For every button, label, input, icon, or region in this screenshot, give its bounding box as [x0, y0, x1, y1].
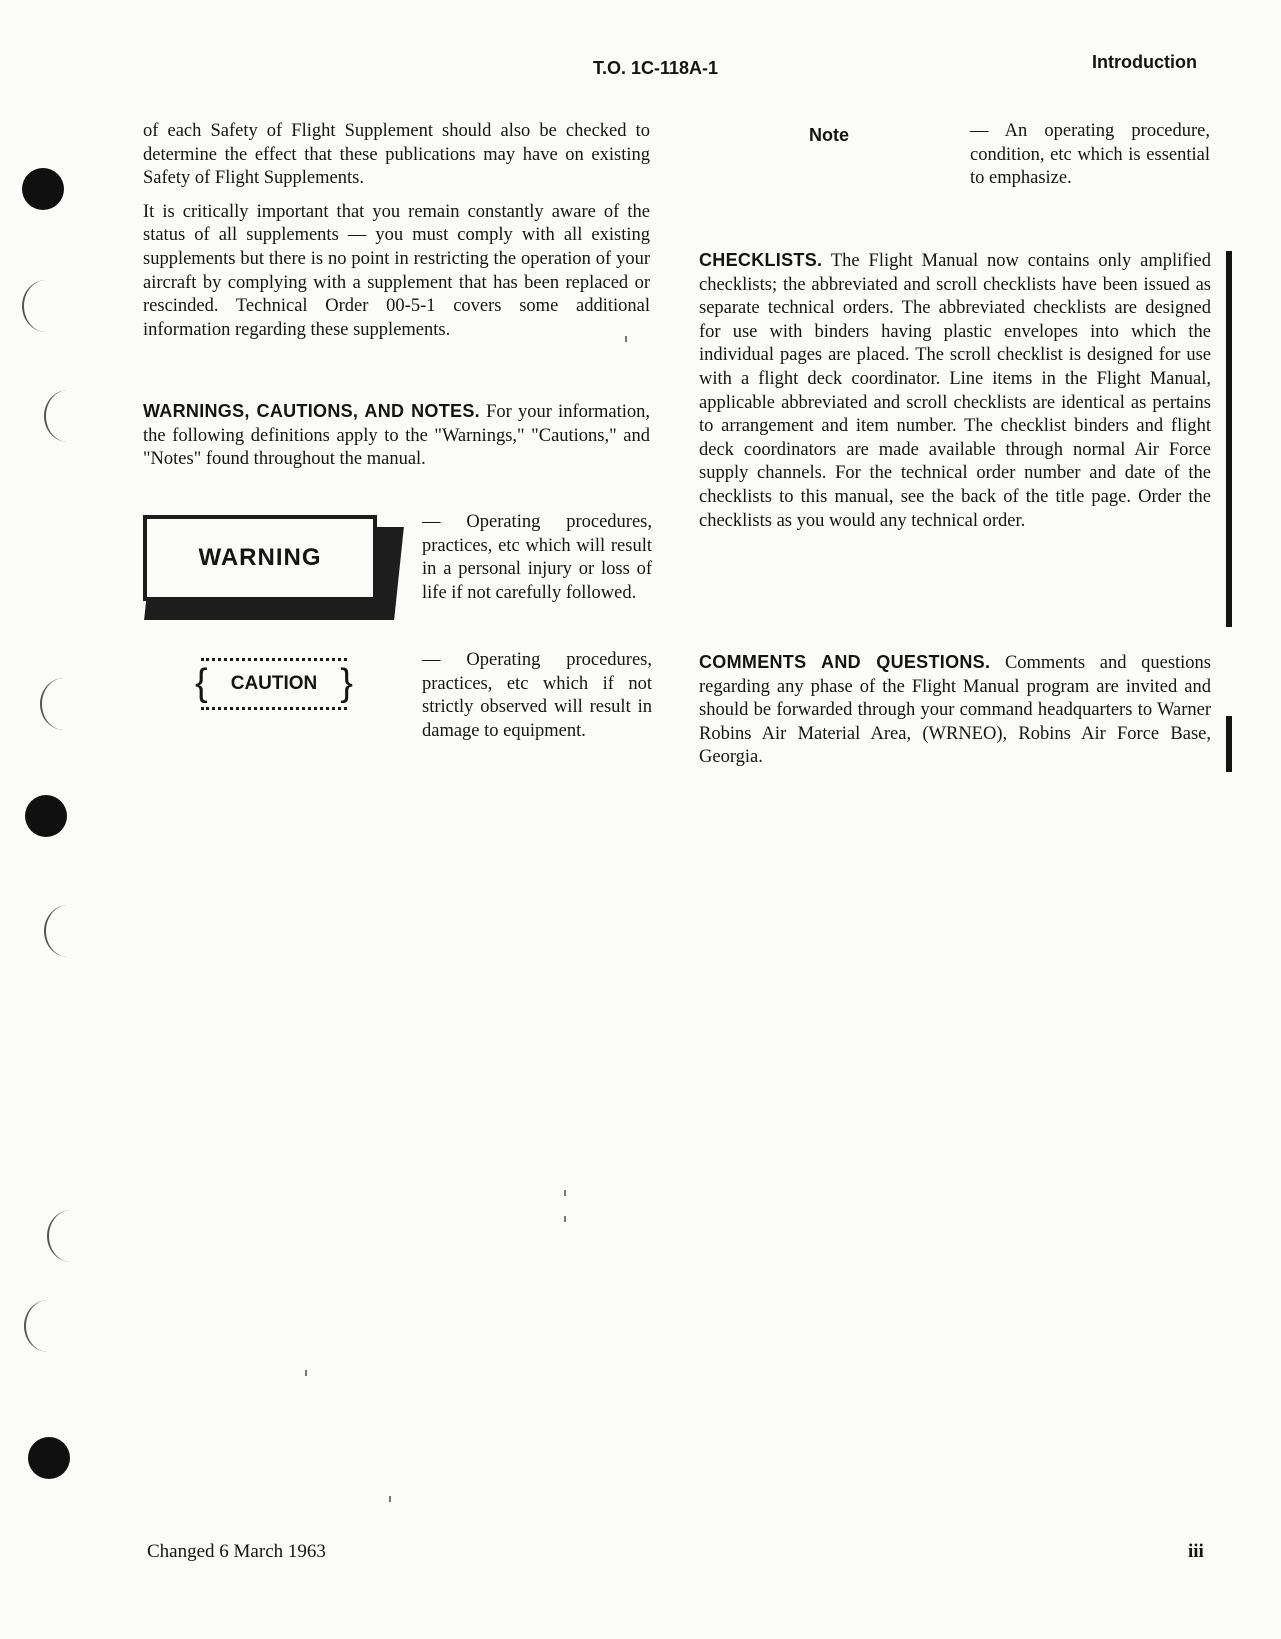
- caution-definition: — Operating procedures, practices, etc which if not strictly observed will result in damage to equipment.: [422, 650, 652, 741]
- binder-hole-outline: [44, 390, 92, 442]
- warning-label: WARNING: [143, 515, 377, 601]
- binder-hole: [22, 168, 64, 210]
- comments-body: Comments and questions regarding any phase of the Flight Manual program are invited and should be forwarded through your command headquarters to Warner Robins Air Material Area, (WRNEO), Robins Air Force Base, Georgia.: [699, 653, 1211, 768]
- binder-hole-outline: [47, 1210, 95, 1262]
- scan-speck: [564, 1216, 566, 1222]
- checklists-heading: CHECKLISTS.: [699, 250, 823, 270]
- caution-label: { CAUTION }: [201, 658, 347, 710]
- change-date: Changed 6 March 1963: [147, 1541, 326, 1562]
- warnings-body: For your information, the following definitions apply to the "Warnings," "Cautions," and "Notes" found throughout the manual.: [143, 402, 651, 470]
- comments-section: [699, 651, 1211, 780]
- binder-hole-outline: [22, 280, 70, 332]
- binder-hole: [25, 795, 67, 837]
- scan-speck: [389, 1496, 391, 1502]
- section-title: Introduction: [1092, 52, 1197, 72]
- checklists-body: The Flight Manual now contains only amplified checklists; the abbreviated and scroll checklists have been issued as separate technical orders. The abbreviated checklists are designed for use with binders having plastic envelopes into which the individual pages are placed. The scroll checklist is designed for use with a flight deck coordinator. Line items in the Flight Manual, applicable abbreviated and scroll checklists are identical as pertains to arrangement and item number. The checklist binders and flight deck coordinators are made available through normal Air Force supply channels. For the technical order number and date of the checklists to this manual, see the back of the title page. Order the checklists as you would any technical order.: [699, 251, 1211, 531]
- binder-hole-outline: [44, 905, 92, 957]
- warnings-section: [143, 400, 650, 482]
- checklists-section: [699, 249, 1211, 543]
- comments-heading: COMMENTS AND QUESTIONS.: [699, 652, 991, 672]
- comments-paragraph: [699, 651, 1211, 770]
- scan-speck: [625, 336, 627, 342]
- warnings-paragraph: [143, 400, 650, 472]
- supplement-paragraph-2: It is critically important that you remain constantly aware of the status of all supplements — you must comply with all existing supplements but there is no point in restricting the operation of your aircraft by complying with a supplement that has been replaced or rescinded. Technical Order 00-5-1 covers some additional information regarding these supplements.: [143, 201, 650, 340]
- scan-speck: [305, 1370, 307, 1376]
- binder-hole: [28, 1437, 70, 1479]
- page-number: iii: [1188, 1541, 1204, 1562]
- binder-hole-outline: [40, 678, 88, 730]
- warning-definition: — Operating procedures, practices, etc which will result in a personal injury or loss of life if not carefully followed.: [422, 512, 652, 603]
- supplement-paragraph-1: of each Safety of Flight Supplement should also be checked to determine the effect that these publications may have on existing Safety of Flight Supplements.: [143, 121, 650, 189]
- checklists-paragraph: [699, 249, 1211, 533]
- note-definition: — An operating procedure, condition, etc which is essential to emphasize.: [970, 121, 1210, 189]
- scan-speck: [564, 1190, 566, 1196]
- note-label: Note: [809, 125, 849, 145]
- binder-hole-outline: [24, 1300, 72, 1352]
- change-bar: [1226, 716, 1232, 772]
- warning-symbol: [143, 515, 399, 620]
- warnings-heading: WARNINGS, CAUTIONS, AND NOTES.: [143, 401, 480, 421]
- change-bar: [1226, 251, 1232, 627]
- left-column: [143, 120, 650, 352]
- technical-order-number: T.O. 1C-118A-1: [593, 58, 719, 78]
